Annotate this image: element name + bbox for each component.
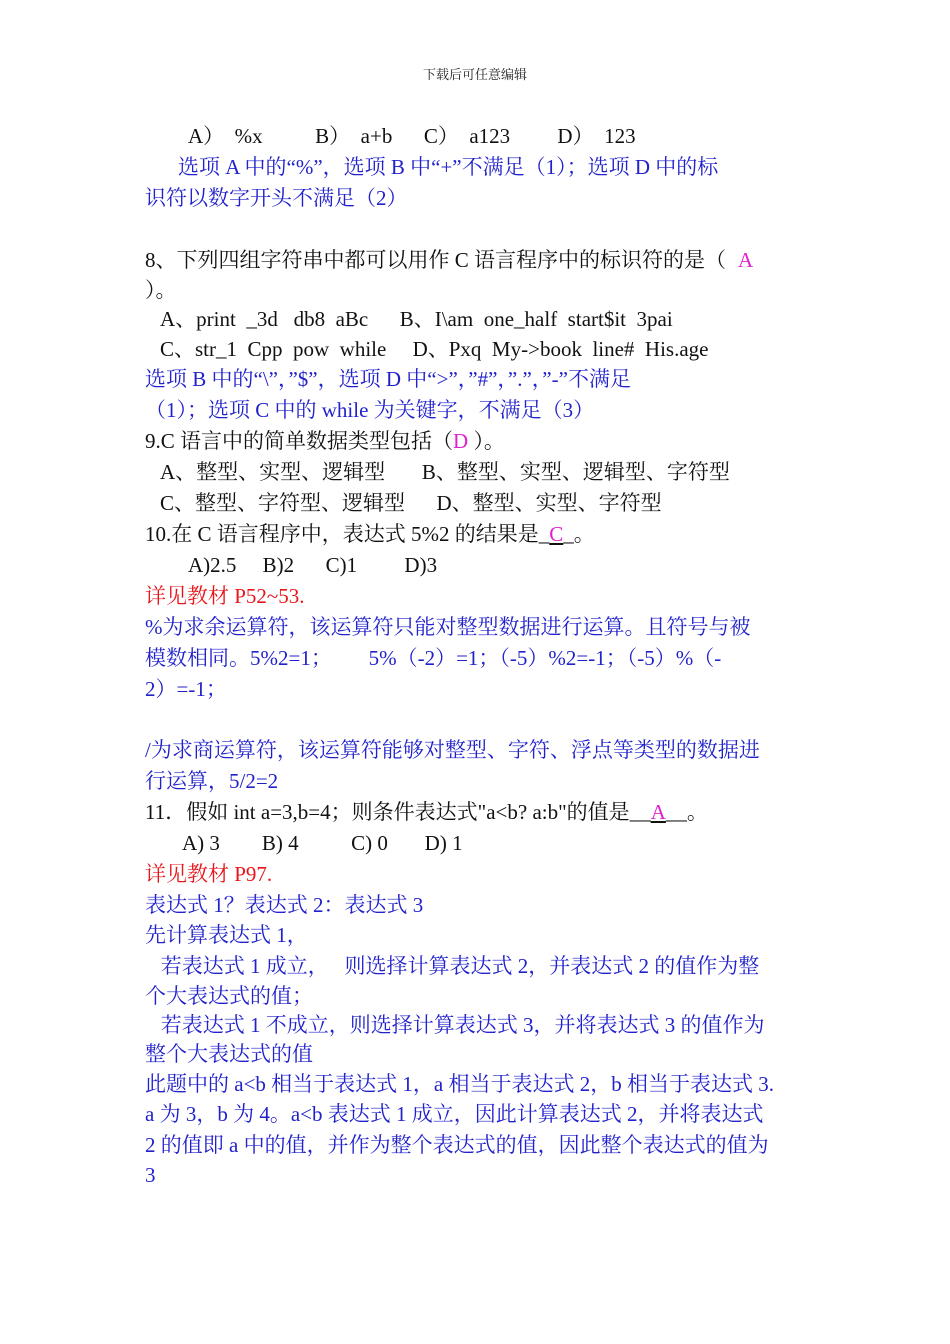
q10-blank-left: _: [538, 522, 550, 546]
q10-stem: [145, 520, 595, 548]
q10-textbook-ref: 详见教材 P52~53.: [145, 584, 305, 608]
q9-options-cd: C、整型、字符型、逻辑型 D、整型、实型、字符型: [160, 491, 662, 515]
q11-explanation-line-6: 整个大表达式的值: [145, 1042, 313, 1066]
q11-options: A) 3 B) 4 C) 0 D) 1: [182, 831, 463, 855]
q9-options-ab: A、整型、实型、逻辑型 B、整型、实型、逻辑型、字符型: [160, 460, 730, 484]
q10-explanation-line-4: /为求商运算符，该运算符能够对整型、字符、浮点等类型的数据进: [145, 738, 760, 762]
q10-explanation-line-5: 行运算，5/2=2: [145, 769, 279, 793]
q10-explanation-line-3: 2）=-1；: [145, 677, 227, 701]
q10-stem-text: 10.在 C 语言程序中，表达式 5%2 的结果是: [145, 522, 539, 546]
q8-stem: [145, 246, 753, 274]
q8-stem-end: ）。: [145, 278, 177, 302]
q9-stem-text: 9.C 语言中的简单数据类型包括（: [145, 429, 454, 453]
q10-stem-end: 。: [573, 522, 595, 546]
q10-answer: C: [549, 522, 564, 546]
q10-blank-right: _: [563, 522, 574, 546]
q7-options: A） %x B） a+b C） a123 D） 123: [188, 124, 636, 148]
q11-answer: A: [650, 800, 666, 824]
q8-answer: A: [738, 248, 754, 272]
q11-stem-end: 。: [686, 800, 708, 824]
q11-explanation-line-2: 先计算表达式 1，: [145, 923, 308, 947]
q8-stem-text: 8、下列四组字符串中都可以用作 C 语言程序中的标识符的是（: [145, 248, 727, 272]
q11-explanation-line-9: 2 的值即 a 中的值，并作为整个表达式的值，因此整个表达式的值为: [145, 1133, 769, 1157]
page-header: 下载后可任意编辑: [422, 67, 527, 82]
q11-stem-text: 11．假如 int a=3,b=4；则条件表达式"a<b? a:b"的值是: [145, 800, 630, 824]
q11-explanation-line-10: 3: [145, 1163, 156, 1187]
q11-explanation-line-5: 若表达式 1 不成立，则选择计算表达式 3，并将表达式 3 的值作为: [145, 1013, 765, 1037]
q8-explanation-line-1: 选项 B 中的“\”，”$”，选项 D 中“>”，”#”，”.”，”-”不满足: [145, 367, 631, 391]
q11-blank-left: __: [629, 800, 651, 824]
q11-textbook-ref: 详见教材 P97.: [145, 862, 273, 886]
q11-explanation-line-8: a 为 3，b 为 4。a<b 表达式 1 成立，因此计算表达式 2，并将表达式: [145, 1102, 764, 1126]
q11-explanation-line-3: 若表达式 1 成立， 则选择计算表达式 2，并表达式 2 的值作为整: [145, 954, 760, 978]
q11-stem: [145, 798, 708, 826]
q8-options-cd: C、str_1 Cpp pow while D、Pxq My->book line# His.age: [160, 337, 709, 361]
q10-explanation-line-1: %为求余运算符，该运算符只能对整型数据进行运算。且符号与被: [145, 615, 751, 639]
q7-explanation-line-2: 识符以数字开头不满足（2）: [145, 186, 408, 210]
q11-blank-right: __: [665, 800, 687, 824]
q7-explanation-line-1: 选项 A 中的“%”，选项 B 中“+”不满足（1）；选项 D 中的标: [178, 155, 719, 179]
q8-options-ab: A、print _3d db8 aBc B、I\am one_half start$it 3pai: [160, 307, 673, 331]
q11-explanation-line-1: 表达式 1？表达式 2：表达式 3: [145, 893, 424, 917]
q8-explanation-line-2: （1）；选项 C 中的 while 为关键字，不满足（3）: [145, 398, 595, 422]
q11-explanation-line-7: 此题中的 a<b 相当于表达式 1，a 相当于表达式 2，b 相当于表达式 3.: [145, 1072, 774, 1096]
q9-stem: [145, 427, 505, 455]
q10-options: A)2.5 B)2 C)1 D)3: [188, 553, 438, 577]
q10-explanation-line-2: 模数相同。5%2=1； 5%（-2）=1；（-5）%2=-1；（-5）%（-: [145, 646, 722, 670]
q9-answer: D: [453, 429, 469, 453]
q11-explanation-line-4: 个大表达式的值；: [145, 984, 313, 1008]
q9-stem-end: ）。: [468, 429, 505, 453]
